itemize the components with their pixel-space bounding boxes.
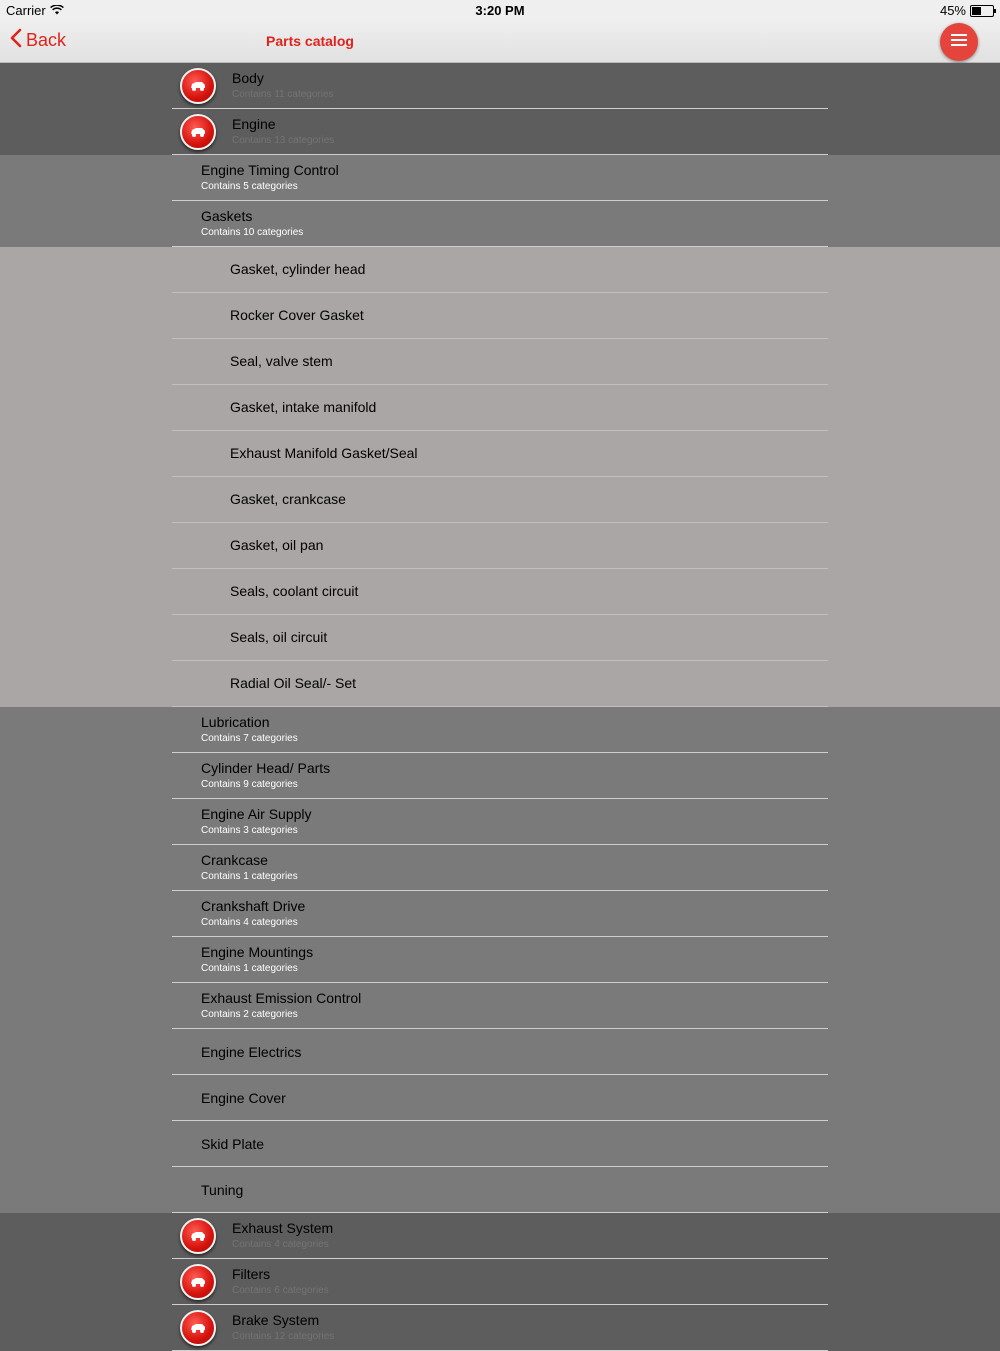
category-count: Contains 11 categories bbox=[232, 89, 334, 100]
part-row[interactable] bbox=[0, 247, 1000, 293]
subcategory-title: Gaskets bbox=[201, 208, 253, 224]
part-title: Gasket, crankcase bbox=[230, 491, 346, 507]
subcategory-row[interactable] bbox=[0, 1075, 1000, 1121]
subcategory-count: Contains 7 categories bbox=[201, 733, 298, 744]
battery-icon bbox=[970, 5, 994, 17]
subcategory-count: Contains 5 categories bbox=[201, 181, 298, 192]
subcategory-count: Contains 1 categories bbox=[201, 963, 298, 974]
parts-list bbox=[0, 63, 1000, 1351]
status-right bbox=[940, 3, 994, 18]
chevron-left-icon bbox=[10, 28, 22, 53]
status-bar bbox=[0, 0, 1000, 20]
part-title: Gasket, intake manifold bbox=[230, 399, 377, 415]
part-title: Seal, valve stem bbox=[230, 353, 333, 369]
subcategory-count: Contains 10 categories bbox=[201, 227, 304, 238]
part-title: Gasket, cylinder head bbox=[230, 261, 366, 277]
subcategory-count: Contains 9 categories bbox=[201, 779, 298, 790]
subcategory-count: Contains 4 categories bbox=[201, 917, 298, 928]
subcategory-count: Contains 3 categories bbox=[201, 825, 298, 836]
subcategory-title: Skid Plate bbox=[201, 1136, 265, 1152]
part-title: Seals, oil circuit bbox=[230, 629, 328, 645]
category-row-engine[interactable] bbox=[0, 109, 1000, 155]
part-row[interactable] bbox=[0, 339, 1000, 385]
category-badge-icon bbox=[180, 114, 216, 150]
subcategory-count: Contains 1 categories bbox=[201, 871, 298, 882]
part-row[interactable] bbox=[0, 523, 1000, 569]
category-count: Contains 12 categories bbox=[232, 1331, 335, 1342]
subcategory-title: Engine Mountings bbox=[201, 944, 314, 960]
part-title: Radial Oil Seal/- Set bbox=[230, 675, 357, 691]
category-title: Body bbox=[232, 70, 264, 86]
menu-button[interactable] bbox=[940, 23, 978, 61]
subcategory-row[interactable] bbox=[0, 891, 1000, 937]
subcategory-row[interactable] bbox=[0, 707, 1000, 753]
category-title: Filters bbox=[232, 1266, 271, 1282]
part-row[interactable] bbox=[0, 661, 1000, 707]
category-badge-icon bbox=[180, 1310, 216, 1346]
part-title: Exhaust Manifold Gasket/Seal bbox=[230, 445, 418, 461]
category-badge-icon bbox=[180, 68, 216, 104]
part-title: Gasket, oil pan bbox=[230, 537, 324, 553]
part-row[interactable] bbox=[0, 293, 1000, 339]
category-row-brake-system[interactable] bbox=[0, 1305, 1000, 1351]
navigation-bar bbox=[0, 20, 1000, 63]
status-time: 3:20 PM bbox=[475, 3, 525, 18]
battery-fill bbox=[972, 7, 981, 15]
hamburger-menu-icon bbox=[951, 33, 967, 52]
subcategory-title: Cylinder Head/ Parts bbox=[201, 760, 331, 776]
part-row[interactable] bbox=[0, 569, 1000, 615]
part-row[interactable] bbox=[0, 431, 1000, 477]
subcategory-row[interactable] bbox=[0, 845, 1000, 891]
back-button[interactable] bbox=[10, 28, 66, 53]
subcategory-title: Engine Electrics bbox=[201, 1044, 302, 1060]
category-row-filters[interactable] bbox=[0, 1259, 1000, 1305]
subcategory-title: Crankcase bbox=[201, 852, 268, 868]
subcategory-title: Crankshaft Drive bbox=[201, 898, 306, 914]
back-label: Back bbox=[26, 30, 67, 50]
subcategory-title: Engine Timing Control bbox=[201, 162, 339, 178]
part-title: Seals, coolant circuit bbox=[230, 583, 359, 599]
category-row-body[interactable] bbox=[0, 63, 1000, 109]
subcategory-row[interactable] bbox=[0, 937, 1000, 983]
subcategory-row[interactable] bbox=[0, 1167, 1000, 1213]
category-title: Engine bbox=[232, 116, 276, 132]
subcategory-row[interactable] bbox=[0, 799, 1000, 845]
category-count: Contains 6 categories bbox=[232, 1285, 329, 1296]
category-count: Contains 13 categories bbox=[232, 135, 335, 146]
part-row[interactable] bbox=[0, 477, 1000, 523]
battery-percent: 45% bbox=[939, 3, 966, 18]
subcategory-title: Tuning bbox=[201, 1182, 244, 1198]
subcategory-count: Contains 2 categories bbox=[201, 1009, 298, 1020]
category-row-exhaust-system[interactable] bbox=[0, 1213, 1000, 1259]
part-title: Rocker Cover Gasket bbox=[230, 307, 364, 323]
category-title: Exhaust System bbox=[232, 1220, 334, 1236]
subcategory-row[interactable] bbox=[0, 753, 1000, 799]
subcategory-title: Exhaust Emission Control bbox=[201, 990, 362, 1006]
part-row[interactable] bbox=[0, 615, 1000, 661]
category-badge-icon bbox=[180, 1218, 216, 1254]
subcategory-row[interactable] bbox=[0, 1121, 1000, 1167]
subcategory-row[interactable] bbox=[0, 155, 1000, 201]
subcategory-row[interactable] bbox=[0, 201, 1000, 247]
category-title: Brake System bbox=[232, 1312, 320, 1328]
subcategory-row[interactable] bbox=[0, 983, 1000, 1029]
subcategory-title: Engine Air Supply bbox=[201, 806, 312, 822]
subcategory-row[interactable] bbox=[0, 1029, 1000, 1075]
subcategory-title: Lubrication bbox=[201, 714, 270, 730]
part-row[interactable] bbox=[0, 385, 1000, 431]
category-count: Contains 4 categories bbox=[232, 1239, 329, 1250]
category-badge-icon bbox=[180, 1264, 216, 1300]
subcategory-title: Engine Cover bbox=[201, 1090, 286, 1106]
carrier-label: Carrier bbox=[6, 3, 46, 18]
page-title: Parts catalog bbox=[266, 33, 354, 49]
